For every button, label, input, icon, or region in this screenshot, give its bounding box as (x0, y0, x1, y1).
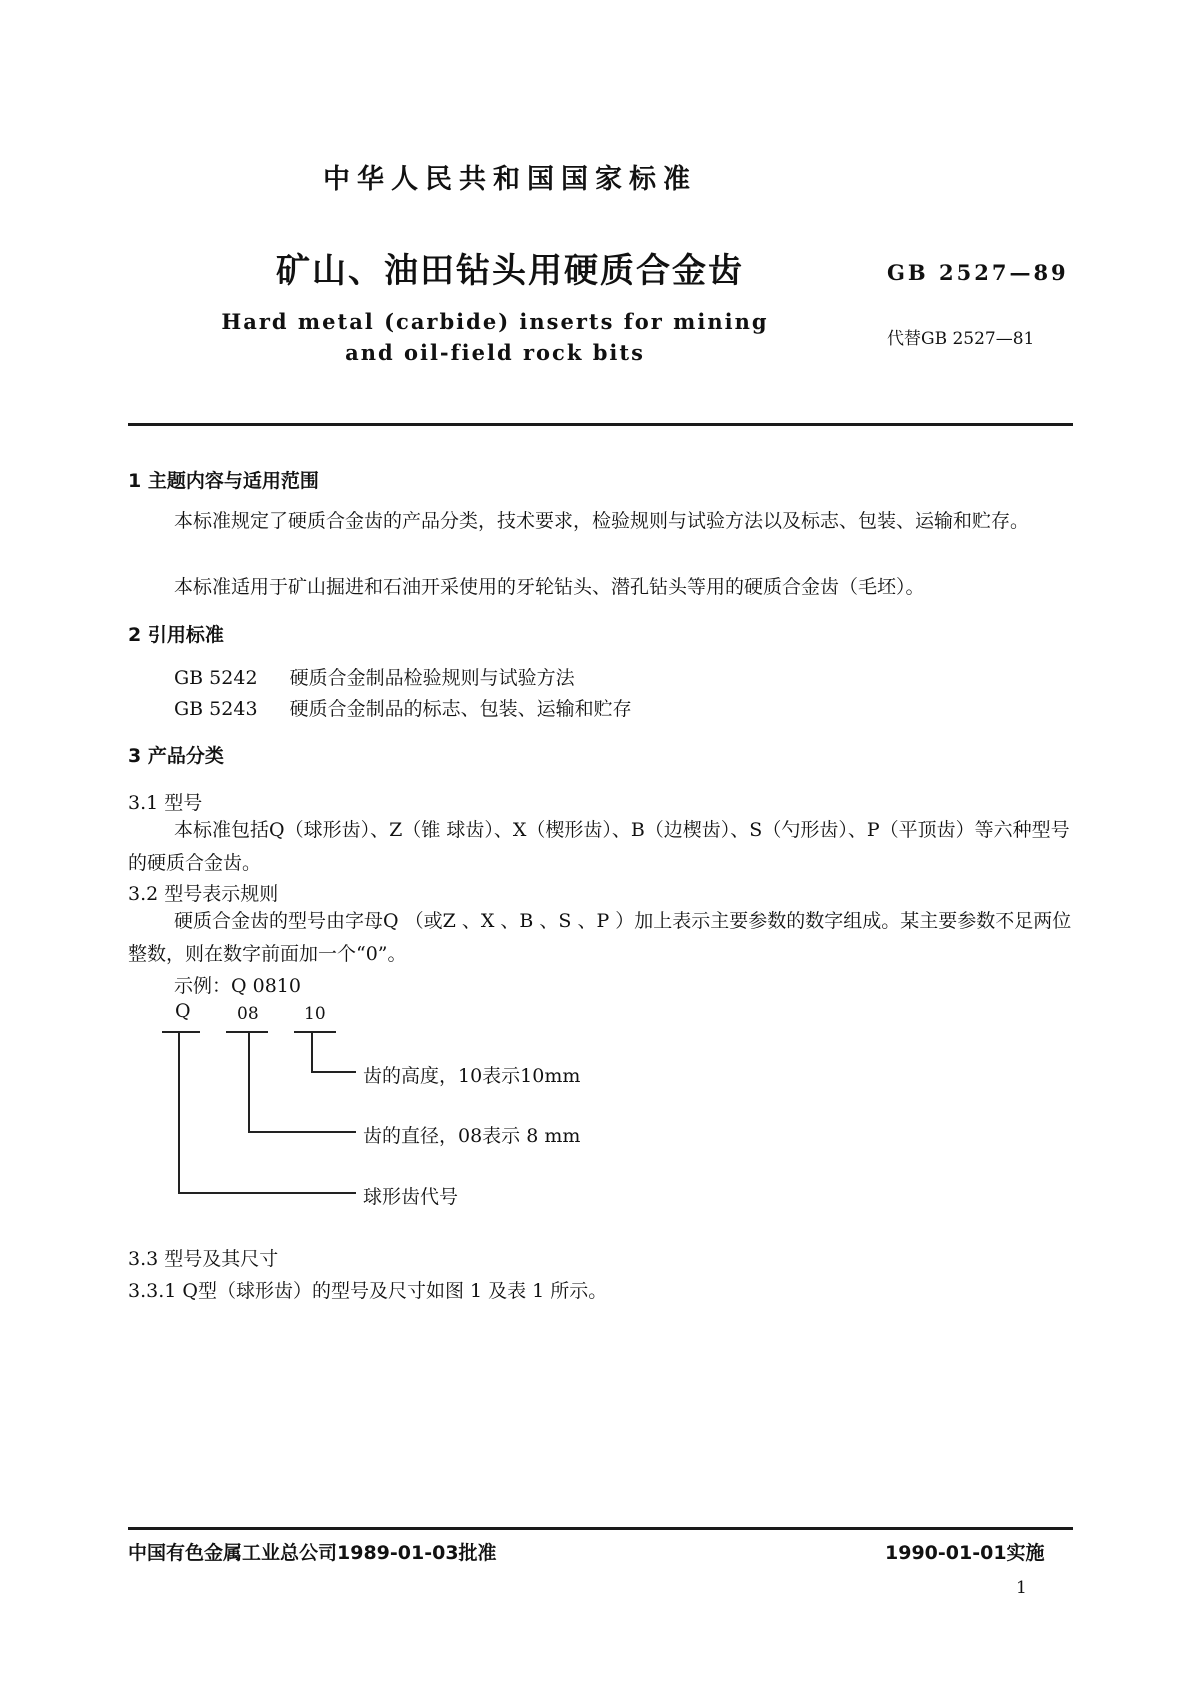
code-q-underline (162, 1031, 200, 1033)
reference-title: 硬质合金制品的标志、包装、运输和贮存 (289, 698, 632, 720)
diameter-leader-vertical (248, 1032, 250, 1132)
reference-title: 硬质合金制品检验规则与试验方法 (289, 667, 575, 689)
document-title-en-line2: and oil-field rock bits (345, 340, 645, 365)
approval-date: 中国有色金属工业总公司1989-01-03批准 (128, 1542, 497, 1564)
example-label: 示例：Q 0810 (174, 975, 301, 997)
page-number: 1 (1016, 1578, 1027, 1598)
section-3-1-heading: 3.1 型号 (128, 792, 203, 814)
section-1-para-2: 本标准适用于矿山掘进和石油开采使用的牙轮钻头、潜孔钻头等用的硬质合金齿（毛坯）。 (174, 576, 925, 598)
section-1-heading: 1 主题内容与适用范围 (128, 470, 319, 492)
section-3-3-1-text: 3.3.1 Q型（球形齿）的型号及尺寸如图 1 及表 1 所示。 (128, 1280, 608, 1302)
section-3-heading: 3 产品分类 (128, 745, 224, 767)
section-3-2-heading: 3.2 型号表示规则 (128, 883, 279, 905)
replaces-standard: 代替GB 2527—81 (887, 329, 1035, 349)
section-3-1-para: 本标准包括Q（球形齿）、Z（锥 球齿）、X（楔形齿）、B（边楔齿）、S（勺形齿）、P（平顶齿）等六种型号的硬质合金齿。 (128, 819, 1070, 874)
standard-number: GB 2527—89 (887, 260, 1069, 285)
header-rule (128, 423, 1073, 426)
code-leader-horizontal (178, 1192, 356, 1194)
document-title-en-line1: Hard metal (carbide) inserts for mining (221, 309, 769, 334)
height-leader-horizontal (311, 1071, 356, 1073)
reference-item (174, 663, 575, 690)
height-label: 齿的高度，10表示10mm (363, 1065, 581, 1087)
national-standard-header: 中华人民共和国国家标准 (323, 164, 697, 195)
document-title-cn: 矿山、油田钻头用硬质合金齿 (276, 251, 744, 291)
diameter-leader-horizontal (248, 1131, 356, 1133)
code-08-underline (226, 1031, 268, 1033)
reference-code: GB 5242 (174, 667, 258, 689)
code-part-diameter: 08 (237, 1004, 259, 1024)
code-label: 球形齿代号 (363, 1186, 459, 1208)
diameter-label: 齿的直径，08表示 8 mm (363, 1125, 581, 1147)
code-part-height: 10 (304, 1004, 326, 1024)
section-1-para-1: 本标准规定了硬质合金齿的产品分类，技术要求，检验规则与试验方法以及标志、包装、运输和贮存。 (174, 510, 1030, 532)
reference-item (174, 694, 632, 721)
code-leader-vertical (178, 1032, 180, 1193)
footer-rule (128, 1527, 1073, 1530)
reference-code: GB 5243 (174, 698, 258, 720)
section-3-3-heading: 3.3 型号及其尺寸 (128, 1248, 279, 1270)
code-part-q: Q (175, 1000, 191, 1022)
code-10-underline (294, 1031, 336, 1033)
effective-date: 1990-01-01实施 (885, 1542, 1045, 1564)
height-leader-vertical (311, 1032, 313, 1072)
section-2-heading: 2 引用标准 (128, 624, 224, 646)
section-3-2-para: 硬质合金齿的型号由字母Q （或Z 、X 、B 、S 、P ）加上表示主要参数的数字组成。某主要参数不足两位整数，则在数字前面加一个“0”。 (128, 910, 1072, 965)
